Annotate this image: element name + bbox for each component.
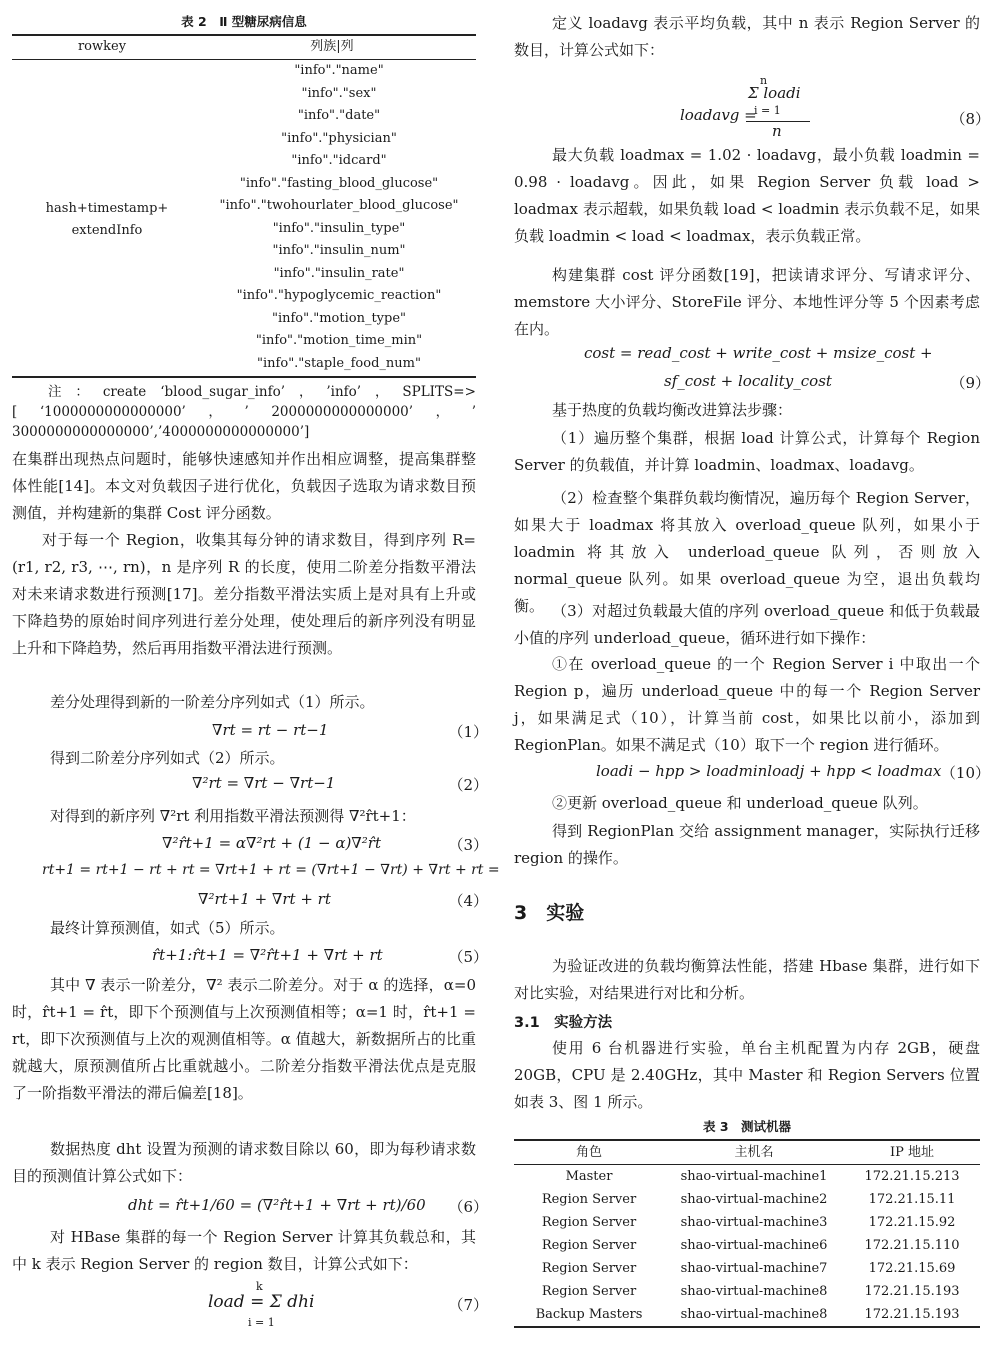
note-token: ‘blood_sugar_info’ [160,384,286,400]
table2-column-item: "info"."staple_food_num" [257,355,421,371]
table2-column-item: "info"."insulin_rate" [273,265,405,281]
table2-column-item: "info"."insulin_num" [272,243,406,258]
equation-5-number: （5） [448,948,488,966]
equation-7-upper: k [256,1280,263,1293]
left-paragraph-3: 差分处理得到新的一阶差分序列如式（1）所示。 [50,693,375,711]
table2-column-item: "info"."twohourlater_blood_glucose" [219,198,459,213]
table2-column-item: "info"."insulin_type" [272,220,406,236]
right-paragraph-6: （2）检查整个集群负载均衡情况，遍历每个 Region Server，如果大于 loadmax 将其放入 overload_queue 队列，如果小于 loadmin 将其放入 underload_queue 队列，否则放入 normal_queue 队列。如果 overload_queue 为空，退出负载均衡。 [514,489,980,615]
table2-header-rowkey: rowkey [77,39,127,54]
table3-header-row-cell: 角色 [575,1145,602,1160]
note-token: ， [208,404,222,420]
table3-caption: 表 3 测试机器 [702,1119,792,1134]
subsection-3-1-heading: 3.1 实验方法 [514,1015,613,1031]
table3-row-cell: shao-virtual-machine8 [680,1307,828,1322]
table2-column-item: "info"."idcard" [291,153,387,168]
left-paragraph-7: 其中 ∇ 表示一阶差分，∇² 表示二阶差分。对于 α 的选择，α=0 时，r̂t+1 = r̂t，即下个预测值与上次预测值相等；α=1 时，r̂t+1 = rt，即下次预测值与上次的观测值相等。α 值越大，新数据所占的比重就越大，原预测值所占比重就越小。二阶差分指数平滑法优点是克服了一阶指数平滑法的滞后偏差[18]。 [12,976,476,1102]
table2-column-item: "info"."name" [294,63,384,78]
equation-7-lower: i = 1 [248,1316,275,1329]
table3-row-cell: 172.21.15.69 [868,1261,956,1276]
equation-9-line2: sf_cost + locality_cost [664,372,832,390]
table2-header [12,36,476,58]
table3-row-cell: Region Server [541,1284,637,1299]
note-token: ， [298,384,313,400]
table2-bottom-rule [12,376,476,378]
left-paragraph-5: 对得到的新序列 ∇²rt 利用指数平滑法预测得 ∇²r̂t+1： [50,807,416,825]
right-paragraph-3: 构建集群 cost 评分函数[19]，把读请求评分、写请求评分、memstore 大小评分、StoreFile 评分、本地性评分等 5 个因素考虑在内。 [514,266,980,338]
right-paragraph-4: 基于热度的负载均衡改进算法步骤： [552,401,793,419]
equation-6: dht = r̂t+1/60 = (∇²r̂t+1 + ∇rt + rt)/60 [128,1196,426,1214]
table2-column-item: "info"."physician" [281,130,397,146]
equation-2: ∇²rt = ∇rt − ∇rt−1 [192,774,336,792]
equation-4-line1: rt+1 = rt+1 − rt + rt = ∇rt+1 + rt = (∇rt+1 − ∇rt) + ∇rt + rt = [42,862,500,878]
right-paragraph-11: 为验证改进的负载均衡算法性能，搭建 Hbase 集群，进行如下对比实验，对结果进行对比和分析。 [514,957,980,1002]
table2-column-item: "info"."motion_time_min" [255,333,423,348]
left-paragraph-1: 在集群出现热点问题时，能够快速感知并作出相应调整，提高集群整体性能[14]。本文对负载因子进行优化，负载因子选取为请求数目预测值，并构建新的集群 Cost 评分函数。 [12,450,476,522]
table3-row [514,1188,980,1211]
equation-9-line1: cost = read_cost + write_cost + msize_cost + [584,344,933,362]
left-paragraph-4: 得到二阶差分序列如式（2）所示。 [50,749,285,767]
equation-2-number: （2） [448,776,488,794]
equation-7: load = Σ dhi [208,1292,315,1312]
equation-1: ∇rt = rt − rt−1 [212,721,329,739]
table3-row-cell: 172.21.15.11 [868,1192,956,1207]
right-paragraph-9: ②更新 overload_queue 和 underload_queue 队列。 [552,794,928,812]
table3-bottom-rule [514,1326,980,1328]
table3-row-cell: shao-virtual-machine8 [680,1284,828,1299]
equation-8-upper: n [760,74,768,87]
equation-8-number: （8） [950,110,990,128]
table3-row-cell: Region Server [541,1192,637,1207]
left-paragraph-2: 对于每一个 Region，收集其每分钟的请求数目，得到序列 R=(r1, r2, r3, ⋯, rn)，n 是序列 R 的长度，使用二阶差分指数平滑法对未来请求数进行预测[17]。差分指数平滑法实质上是对具有上升或下降趋势的原始时间序列进行差分处理，使处理后的新序列没有明显上升和下降趋势，然后再用指数平滑法进行预测。 [12,531,476,657]
equation-10-number: （10） [940,764,990,782]
table3-row [514,1234,980,1257]
left-paragraph-8: 数据热度 dht 设置为预测的请求数目除以 60，即为每秒请求数目的预测值计算公式如下： [12,1140,476,1185]
note-token: ， [374,384,389,400]
note-token: create [102,384,147,400]
note-token: [ [12,404,18,420]
note-token: ’info’ [326,384,362,400]
note-token: 注 [48,384,62,400]
right-paragraph-8: ①在 overload_queue 的一个 Region Server i 中取出一个 Region p，遍历 underload_queue 中的每一个 Region Server j，如果满足式（10），计算当前 cost，如果比以前小，添加到 RegionPlan。如果不满足式（10）取下一个 region 进行循环。 [514,655,980,754]
right-paragraph-12: 使用 6 台机器进行实验，单台主机配置为内存 2GB，硬盘 20GB，CPU 是 2.40GHz，其中 Master 和 Region Servers 位置如表 3、图 1 所示。 [514,1039,980,1111]
equation-4-line2: ∇²rt+1 + ∇rt + rt [198,890,331,908]
table2-column-item: "info"."sex" [301,85,377,101]
note-token: ‘1000000000000000’ [39,404,186,420]
table2-rowkey-line2: extendInfo [71,223,143,238]
equation-8-numerator: Σ loadi [748,84,801,102]
table2-caption: 表 2 Ⅱ 型糖尿病信息 [181,14,307,29]
table2-rowkey-line1: hash+timestamp+ [45,201,169,216]
equation-3-number: （3） [448,836,488,854]
table2-column-item: "info"."fasting_blood_glucose" [239,175,439,191]
table3-row-cell: Region Server [541,1261,637,1276]
table3-row-cell: shao-virtual-machine2 [680,1192,828,1207]
equation-8-lhs: loadavg = [680,106,757,124]
note-token: 2000000000000000’ [271,404,414,420]
note-token: ， [435,404,450,420]
left-paragraph-9: 对 HBase 集群的每一个 Region Server 计算其负载总和，其中 k 表示 Region Server 的 region 数目，计算公式如下： [12,1228,476,1273]
equation-9-number: （9） [950,374,990,392]
table3-header-row [514,1141,980,1164]
table3-row-cell: shao-virtual-machine7 [680,1261,828,1276]
note-token: ： [75,384,89,400]
equation-7-number: （7） [448,1296,488,1314]
table3-row [514,1165,980,1188]
table3-header-row-cell: 主机名 [734,1145,774,1160]
table3-row [514,1257,980,1280]
table3-row-cell: 172.21.15.92 [868,1215,956,1230]
table3-row-cell: Backup Masters [535,1307,643,1322]
note-token: ’ [471,404,476,420]
right-paragraph-2: 最大负载 loadmax = 1.02 · loadavg，最小负载 loadmin = 0.98 · loadavg。因此，如果 Region Server 负载 load > loadmax 表示超载，如果负载 load < loadmin 表示负载不足，如果负载 loadmin < load < loadmax，表示负载正常。 [514,146,980,245]
equation-5: r̂t+1:r̂t+1 = ∇²r̂t+1 + ∇rt + rt [152,946,383,964]
table3-header-row-cell: IP 地址 [889,1145,934,1160]
table3-row-cell: 172.21.15.110 [864,1238,960,1253]
section-3-heading: 3 实验 [514,902,585,924]
table3-row-cell: shao-virtual-machine6 [680,1238,828,1253]
equation-4-number: （4） [448,892,488,910]
table3-row-cell: 172.21.15.193 [864,1284,960,1299]
left-paragraph-6: 最终计算预测值，如式（5）所示。 [50,919,285,937]
table2-rowkey-cell [12,198,202,242]
equation-8-denominator: n [772,122,782,140]
right-paragraph-1: 定义 loadavg 表示平均负载，其中 n 表示 Region Server 的数目，计算公式如下： [514,14,980,59]
table3-row-cell: 172.21.15.193 [864,1307,960,1322]
table3-row-cell: shao-virtual-machine3 [680,1215,828,1230]
table2-column-item: "info"."hypoglycemic_reaction" [236,288,442,303]
table2-column-list [202,60,476,375]
table3-row-cell: shao-virtual-machine1 [680,1169,828,1184]
table3-row [514,1280,980,1303]
table2-note [12,382,476,442]
table2-header-family: 列族|列 [310,39,354,54]
table3-row-cell: Master [565,1169,613,1184]
equation-10: loadi − hpp > loadminloadj + hpp < loadmax [596,762,942,780]
note-token: ’ [244,404,249,420]
equation-6-number: （6） [448,1198,488,1216]
right-paragraph-10: 得到 RegionPlan 交给 assignment manager，实际执行迁移 region 的操作。 [514,822,980,867]
note-token: SPLITS=> [402,384,476,400]
table3-row [514,1303,980,1326]
note-line3: 3000000000000000’,’4000000000000000’] [12,424,310,440]
equation-1-number: （1） [448,723,488,741]
equation-8-lower: i = 1 [754,104,781,117]
table3-header-rule [514,1164,980,1165]
table2-column-item: "info"."date" [297,108,381,123]
table3-row [514,1211,980,1234]
table2-column-item: "info"."motion_type" [271,310,407,326]
equation-3: ∇²r̂t+1 = α∇²rt + (1 − α)∇²r̂t [162,834,381,852]
table3-row-cell: Region Server [541,1238,637,1253]
table3-row-cell: Region Server [541,1215,637,1230]
table3-row-cell: 172.21.15.213 [864,1169,960,1184]
right-paragraph-7: （3）对超过负载最大值的序列 overload_queue 和低于负载最小值的序列 underload_queue，循环进行如下操作： [514,602,980,647]
right-paragraph-5: （1）遍历整个集群，根据 load 计算公式，计算每个 Region Server 的负载值，并计算 loadmin、loadmax、loadavg。 [514,429,980,474]
